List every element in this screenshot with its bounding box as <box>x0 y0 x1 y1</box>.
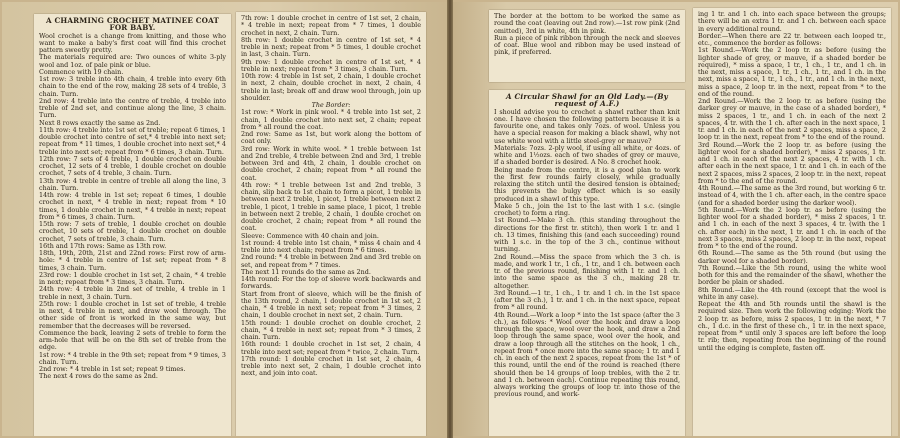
paragraph: 25th row: 1 double crochet in 1st set of treble, 4 treble in next, 4 treble in next, and draw wool through. The other side of front is worked in the same way, but remember that the decreases will be reversed. <box>39 299 226 330</box>
clipping-matinee-coat-continued <box>236 12 426 436</box>
paragraph: Run a piece of pink ribbon through the neck and sleeves of coat. Blue wool and ribbon may be used instead of pink, if preferred. <box>494 33 680 57</box>
paragraph: Commence with 19 chain. <box>39 67 124 76</box>
paragraph: 6th Round.—The same as the 5th round (but using the darker wool for a shaded border). <box>698 249 886 265</box>
paragraph: Wool crochet is a change from knitting, and those who want to make a baby's first coat will find this crochet pattern sweetly pretty. <box>39 31 226 54</box>
left-page <box>2 2 447 436</box>
clipping-circular-shawl-continued <box>693 8 891 436</box>
paragraph: The next 11 rounds do the same as 2nd. <box>241 267 371 276</box>
paragraph: 15th round: 1 double crochet on double crochet, 2 chain, * 4 treble in next set; repeat from * 3 times, 2 chain. Turn. <box>241 318 421 341</box>
paragraph: 17th round: 1 double crochet in 1st set, 2 chain, 4 treble into next set, 2 chain, 1 double crochet into next, and join into coat. <box>241 354 421 378</box>
paragraph: 4th row: * 1 treble between 1st and 2nd treble, 3 chain, slip back to 1st chain to form a picot, 1 treble in between next 2 treble, 1 picot, 1 treble between next 2 treble, 1 picot, 1 treble in same place, 1 picot, 1 treble in between next 2 treble, 2 chain, 1 double crochet on double crochet, 2 chain; repeat from * all round the coat. <box>241 180 421 233</box>
paragraph: 2nd row: Same as 1st, but work along the bottom of coat only. <box>241 130 421 146</box>
paragraph: 1st Round.—Make 3 ch. (this standing throughout the directions for the first tr. stitch), then work 1 tr. and 1 ch. 13 times, finishing this (and each succeeding) round with 1 s.c. in the top of the 3 ch., continue without turning. <box>494 216 680 254</box>
paragraph: 2nd row: 4 treble into the centre of treble, 4 treble into treble of 2nd set, and continue along the line, 3 chain. Turn. <box>39 96 226 120</box>
paragraph: 11th row: 4 treble into 1st set of treble; repeat 6 times, 1 double crochet into centre of set,* 4 treble into next set; repeat from * 11 times, 1 double crochet into next set,* 4 treble into next set; repeat from * 6 times, 3 chain. Turn. <box>39 125 226 156</box>
paragraph: 2nd Round.—Work the 2 loop tr. as before (using the darker grey or mauve, in the case of a shaded border), * miss 2 spaces, 1 tr., and 1 ch. in each of the next 2 spaces, 4 tr. with the 1 ch. after each in the next space, 1 tr. and 1 ch. in each of the next 2 spaces, miss a space, 2 loop tr. in the next, repeat from * to the end of the round. <box>698 97 886 142</box>
paragraph: 8th row: 1 double crochet in centre of 1st set, * 4 treble in next; repeat from * 5 times, 1 double crochet in last, 3 chain. Turn. <box>241 35 421 59</box>
paragraph: Commence the back, leaving 2 sets of treble to form the arm-hole that will be on the 8th set of treble from the edge. <box>39 328 226 352</box>
paragraph: 14th row: 4 treble in 1st set; repeat 6 times, 1 double crochet in next, * 4 treble in next; repeat from * 10 times, 1 double crochet in next, * 4 treble in next; repeat from * 6 times, 3 chain. Turn. <box>39 191 226 221</box>
clipping-circular-shawl <box>489 90 685 436</box>
paragraph: 1st row: * Work in pink wool. * 4 treble into 1st set, 2 chain, 1 double crochet into next set, 2 chain; repeat from * all round the coat. <box>241 108 421 131</box>
paragraph: I should advise you to crochet a shawl rather than knit one. I have chosen the following pattern because it is a favourite one, and takes only 7ozs. of wool. Unless you have a special reason for making a black shawl, why not use white wool with a little steel-grey or mauve? <box>494 107 680 145</box>
paragraph: Next 8 rows exactly the same as 2nd. <box>39 118 161 127</box>
article-title: A Circular Shawl for an Old Lady.—(By request of A.F.) <box>506 92 668 109</box>
paragraph: Make 5 ch., join the 1st to the last with 1 s.c. (single crochet) to form a ring. <box>494 201 680 217</box>
paragraph: 7th Round.—Like the 5th round, using the white wool both for this and the remainder of the shawl, whether the border be plain or shaded. <box>698 263 886 287</box>
paragraph: 24th row: 4 treble in 2nd set of treble, 4 treble in 1 treble in next, 3 chain. Turn. <box>39 285 226 301</box>
paragraph: Repeat the 4th and 5th rounds until the shawl is the required size. Then work the following edging: Work the 2 loop tr. as before, miss 2 spaces, 1 tr. in the next, * 7 ch., 1 d.c. in the first of these ch., 1 tr. in the next space, repeat from * until only 3 spaces are left before the loop tr. rib; then, repeating from the beginning of the round until the edging is complete, fasten off. <box>698 300 886 352</box>
paragraph: 15th row: 7 sets of treble, 1 double crochet on double crochet, 10 sets of treble, 1 double crochet on double crochet, 7 sets of treble, 3 chain. Turn. <box>39 220 226 243</box>
paragraph: The next 4 rows do the same as 2nd. <box>39 372 158 381</box>
clipping-border-note <box>489 10 685 82</box>
paragraph: 3rd Round.—Work the 2 loop tr. as before (using the lighter wool for a shaded border), * miss 2 spaces, 1 tr. and 1 ch. in each of the next 2 spaces, 4 tr. with 1 ch. after each in the next space, 1 tr. and 1 ch. in each of the next 2 spaces, miss 2 spaces, 2 loop tr. in the next, repeat from * to the end of the round. <box>698 140 886 185</box>
paragraph: 7th row: 1 double crochet in centre of 1st set, 2 chain, * 4 treble in next; repeat from * 7 times, 1 double crochet in next, 2 chain. Turn. <box>241 14 421 37</box>
paragraph: The materials required are: Two ounces of white 3-ply wool and 1oz. of pale pink or blue. <box>39 53 226 69</box>
paragraph: 23rd row: 1 double crochet in 1st set, 2 chain, * 4 treble in next; repeat from * 3 times, 3 chain. Turn. <box>39 270 226 286</box>
paragraph: 10th row: 4 treble in 1st set, 2 chain, 1 double crochet in next, 2 chain, double crochet in next, 2 chain, 4 treble in last; break off and draw wool through, join up shoulder. <box>241 72 421 102</box>
section-heading: The Border: <box>311 101 351 109</box>
right-page <box>453 2 898 436</box>
paragraph: 3rd row: Work in white wool. * 1 treble between 1st and 2nd treble, 4 treble between 2nd and 3rd, 1 treble between 3rd and 4th, 2 chain, 1 double crochet on double crochet, 2 chain; repeat from * all round the coat. <box>241 144 421 182</box>
paragraph: 4th Round.—The same as the 3rd round, but working 6 tr. instead of 4, with the 1 ch. after each, in the centre space (and for a shaded border using the darker wool). <box>698 184 886 207</box>
paragraph: 9th row: 1 double crochet in centre of 1st set, * 4 treble in next; repeat from * 3 times, 3 chain. Turn. <box>241 57 421 73</box>
paragraph: 5th Round.—Work the 2 loop tr. as before (using the lighter wool for a shaded border), * miss 2 spaces, 1 tr. and 1 ch. in each of the next 3 spaces, 4 tr. (with the 1 ch. after each) in the next, 1 tr. and 1 ch. in each of the next 3 spaces, miss 2 spaces, 2 loop tr. in the next, repeat from * to the end of the round. <box>698 205 886 250</box>
paragraph: 13th row: 4 treble in centre of treble all along the line, 3 chain. Turn. <box>39 176 226 192</box>
paragraph: 2nd round: * 4 treble in between 2nd and 3rd treble on set, and repeat from * 7 times. <box>241 253 421 269</box>
paragraph: 1st row: * 4 treble in the 9th set; repeat from * 9 times, 3 chain. Turn. <box>39 350 226 366</box>
paragraph: 18th, 19th, 20th, 21st and 22nd rows: First row of arm-hole: * 4 treble in centre of 1st set; repeat from * 8 times, 3 chain. Turn. <box>39 249 226 272</box>
paragraph: Sleeve: Commence with 40 chain and join. <box>241 231 379 240</box>
paragraph: 16th round: 1 double crochet in 1st set, 2 chain, 4 treble into next set; repeat from * twice, 2 chain. Turn. <box>241 340 421 356</box>
paragraph: 1st Round.—Work the 2 loop tr. as before (using the lighter shade of grey, or mauve, if a shaded border be required), * miss a space, 1 tr., 1 ch., 1 tr., and 1 ch. in the next, miss a space, 1 tr., 1 ch., 1 tr., and 1 ch. in the next, miss a space, 1 tr., 1 ch., 1 tr., and 1 ch. in the next, miss a space, 2 loop tr. in the next, repeat from * to the end of the round. <box>698 46 886 98</box>
paragraph: The border at the bottom to be worked the same as round the coat (leaving out 2nd row).—1st row pink (2nd omitted), 3rd in white, 4th in pink. <box>494 12 680 35</box>
paragraph: Being made from the centre, it is a good plan to work the first few rounds fairly closely, while gradually relaxing the stitch until the desired tension is obtained; this prevents the bulgy effect which is so easily produced in a shawl of this type. <box>494 165 680 203</box>
paragraph: 1st round: 4 treble into 1st chain, * miss 4 chain and 4 treble into next chain; repeat from * 6 times. <box>241 238 421 254</box>
paragraph: 14th round: For the top of sleeve work backwards and forwards. <box>241 275 421 291</box>
paragraph: 12th row: 7 sets of 4 treble, 1 double crochet on double crochet, 12 sets of 4 treble, 1 double crochet on double crochet, 7 sets of 4 treble, 3 chain. Turn. <box>39 154 226 178</box>
paragraph: Border.—When there are 22 tr. between each looped tr., etc., commence the border as follows: <box>698 31 886 47</box>
paragraph: 3rd Round.—1 tr., 1 ch., 1 tr. and 1 ch. in the 1st space (after the 3 ch.), 1 tr. and 1 ch. in the next space, repeat from * all round. <box>494 288 680 312</box>
paragraph: ing 1 tr. and 1 ch. into each space between the groups; there will be an extra 1 tr. and 1 ch. between each space in every additional round. <box>698 10 886 33</box>
paragraph: Materials: 7ozs. 2-ply wool, if using all white, or 4ozs. of white and 1½ozs. each of two shades of grey or mauve, if a shaded border is desired. A No. 8 crochet hook. <box>494 143 680 167</box>
paragraph: 1st row: 3 treble into 4th chain, 4 treble into every 6th chain to the end of the row, making 28 sets of 4 treble, 3 chain. Turn. <box>39 75 226 98</box>
paragraph: 16th and 17th rows: Same as 13th row. <box>39 241 167 250</box>
paragraph: 2nd Round.—Miss the space from which the 3 ch. is made, and work 1 tr., 1 ch., 1 tr., and 1 ch. between each tr. of the previous round, finishing with 1 tr. and 1 ch. into the same space as the 3 ch., making 28 tr. altogether. <box>494 252 680 290</box>
article-title: A CHARMING CROCHET MATINEE COAT FOR BABY. <box>45 16 220 33</box>
paragraph: 8th Round.—Like the 4th round (except that the wool is white in any case). <box>698 285 886 301</box>
paragraph: 4th Round.—Work a loop * into the 1st space (after the 3 ch.), as follows: * Wool over the hook and draw a loop through the space, wool over the hook, and draw a 2nd loop through the same space, wool over the hook, and draw a loop through all the stitches on the hook, 1 ch., repeat from * once more into the same space; 1 tr. and 1 ch. in each of the next 2 spaces, repeat from the 1st * of this round, until the end of the round is reached (there should then be 14 groups of loop trebles, with the 2 tr. and 1 ch. between each). Continue repeating this round, always working the groups of loop tr. into those of the previous round, and work- <box>494 310 680 399</box>
paragraph: 2nd row: * 4 treble in 1st set; repeat 9 times. <box>39 365 186 373</box>
paragraph: Start from front of sleeve, which will be the finish of the 13th round, 2 chain, 1 double crochet in 1st set, 2 chain, * 4 treble in next set; repeat from * 3 times, 2 chain, 1 double crochet in next set, 2 chain. Turn. <box>241 289 421 320</box>
clipping-matinee-coat <box>34 14 231 436</box>
